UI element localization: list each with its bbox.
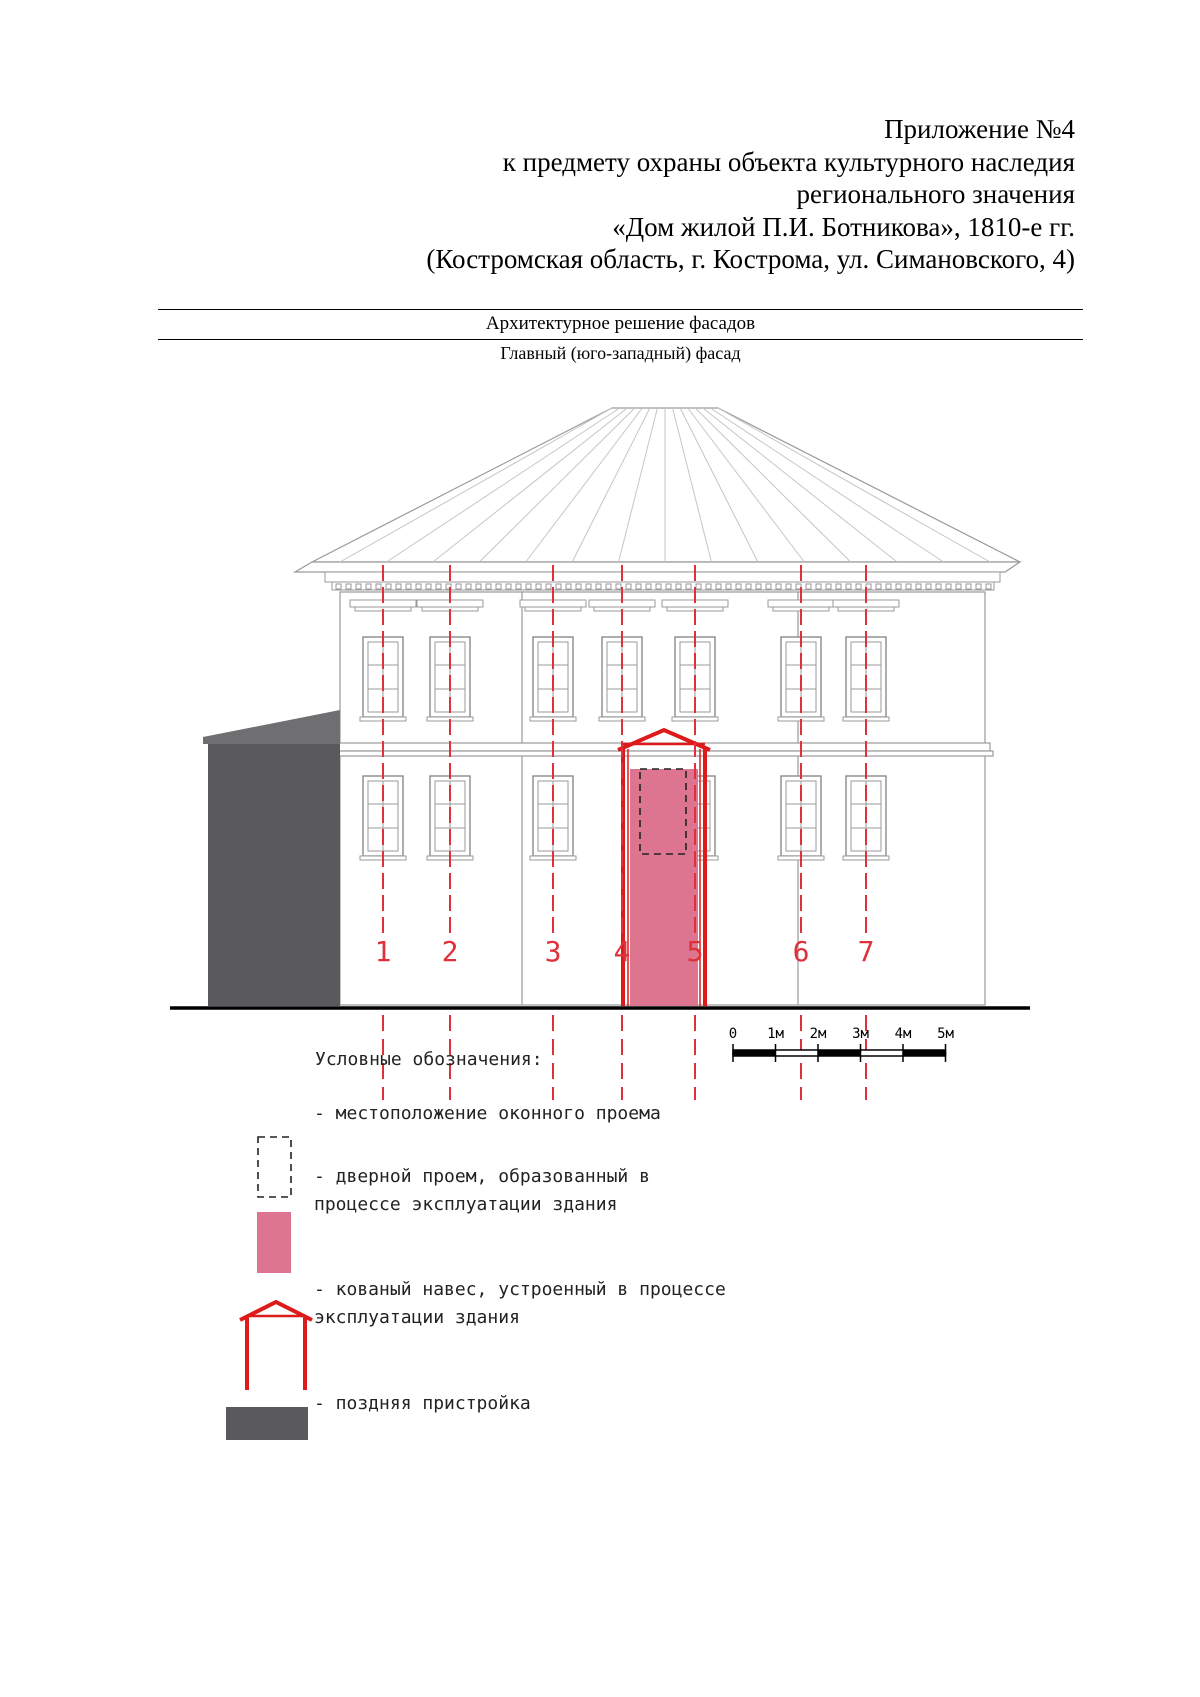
legend-item-door-line2: процессе эксплуатации здания — [314, 1194, 618, 1215]
legend-canopy-symbol — [240, 1302, 312, 1390]
legend-item-extension — [314, 1390, 531, 1418]
axis-label: 4 — [613, 935, 631, 968]
scale-label: 3м — [852, 1026, 869, 1042]
legend-symbols — [226, 1137, 312, 1440]
legend-title: Условные обозначения: — [315, 1049, 543, 1070]
middle-rule — [158, 339, 1083, 340]
roof — [295, 408, 1020, 572]
axis-label: 3 — [544, 935, 562, 968]
axis-label: 5 — [686, 935, 704, 968]
scale-bar — [729, 1026, 955, 1062]
scale-label: 5м — [937, 1026, 954, 1042]
legend-item-extension-line1: - поздняя пристройка — [314, 1393, 531, 1414]
scale-label: 1м — [767, 1026, 784, 1042]
axis-label: 1 — [374, 935, 392, 968]
cornice — [325, 572, 1000, 590]
late-extension — [203, 710, 340, 1006]
header-line-1: Приложение №4 — [884, 114, 1075, 144]
scale-label: 4м — [894, 1026, 912, 1042]
axis-label: 2 — [441, 935, 459, 968]
legend-item-door-line1: - дверной проем, образованный в — [314, 1166, 650, 1187]
section-subtitle: Главный (юго-западный) фасад — [500, 343, 741, 363]
legend-extension-symbol — [226, 1407, 308, 1440]
scale-label: 2м — [809, 1026, 827, 1042]
section-title: Архитектурное решение фасадов — [485, 313, 756, 334]
axis-label: 7 — [857, 935, 875, 968]
legend-window-symbol — [258, 1137, 291, 1197]
legend-item-canopy — [314, 1276, 726, 1332]
door-opening — [630, 769, 698, 1006]
document-header — [175, 113, 1075, 276]
header-line-2: к предмету охраны объекта культурного наследия — [502, 146, 1075, 177]
legend-item-door — [314, 1163, 650, 1219]
header-line-4: «Дом жилой П.И. Ботникова», 1810-е гг. — [612, 211, 1075, 242]
header-line-3: регионального значения — [796, 179, 1075, 209]
header-line-5: (Костромская область, г. Кострома, ул. Симановского, 4) — [426, 244, 1075, 274]
legend-item-window — [314, 1100, 661, 1128]
legend-item-canopy-line1: - кованый навес, устроенный в процессе — [314, 1279, 726, 1300]
legend-item-window-line1: - местоположение оконного проема — [314, 1103, 661, 1124]
scale-label: 0 — [728, 1026, 738, 1042]
axis-label: 6 — [792, 935, 810, 968]
top-rule — [158, 309, 1083, 310]
legend-door-symbol — [257, 1212, 291, 1273]
legend-item-canopy-line2: эксплуатации здания — [314, 1307, 520, 1328]
